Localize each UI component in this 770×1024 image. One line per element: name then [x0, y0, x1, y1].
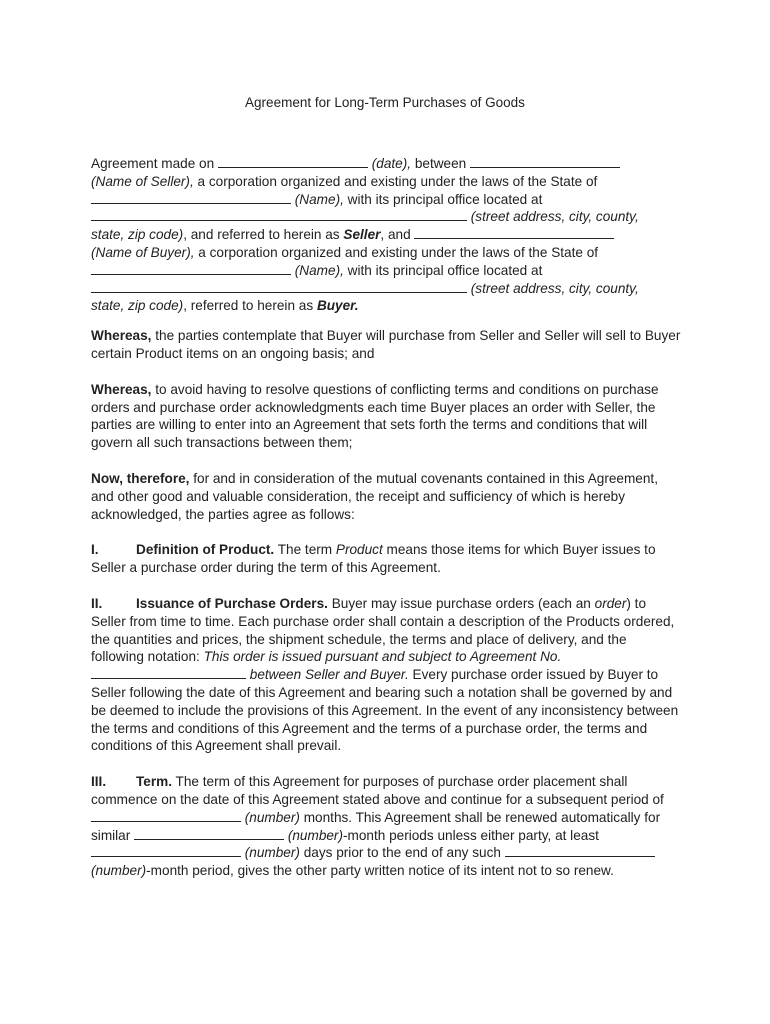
intro-name1: (Name),: [294, 191, 344, 207]
intro-line: [91, 191, 681, 209]
intro-line: [91, 155, 681, 173]
whereas2-lead: Whereas,: [91, 381, 152, 397]
intro-paragraph: [91, 155, 681, 315]
section-3-t4: days prior to the end of any such: [303, 845, 501, 861]
buyer-name-blank[interactable]: [414, 226, 614, 239]
intro-between: between: [414, 156, 467, 171]
section-2-notation2: between Seller and Buyer.: [249, 667, 409, 683]
intro-line: [91, 297, 681, 315]
intro-addr1b: state, zip code): [91, 227, 184, 243]
intro-line: [91, 244, 681, 262]
intro-corp2: a corporation organized and existing under the laws of the State of: [198, 244, 599, 260]
intro-office1: with its principal office located at: [347, 191, 543, 207]
whereas2-text: to avoid having to resolve questions of conflicting terms and conditions on purchase orders and purchase order acknowledgments each time Buyer places an order with Seller, the parties are willing to enter into an Agreement that sets forth the terms and conditions that will govern all such transactions between them;: [91, 381, 659, 451]
intro-name2: (Name),: [294, 262, 344, 278]
buyer-address-blank[interactable]: [91, 280, 467, 293]
section-2-t3: Every purchase order issued by Buyer to Seller following the date of this Agreement and bearing such a notation shall be governed by and be deemed to include the provisions of this Agreement. In the event of any inconsistency between the terms and conditions of this Agreement and the terms of a purchase order, the terms and conditions of this Agreement shall prevail.: [91, 667, 679, 754]
whereas-paragraph-2: [91, 381, 681, 452]
section-3-t1: The term of this Agreement for purposes of purchase order placement shall commence on the date of this Agreement stated above and continue for a subsequent period of: [91, 774, 664, 807]
section-1-heading: Definition of Product.: [136, 542, 275, 558]
intro-name-seller: (Name of Seller),: [91, 173, 194, 189]
notice-period-blank[interactable]: [505, 844, 655, 857]
document-title: Agreement for Long-Term Purchases of Goods: [245, 95, 525, 110]
seller-name-blank[interactable]: [470, 155, 620, 168]
intro-corp1: a corporation organized and existing under the laws of the State of: [197, 173, 598, 189]
section-2-order: order: [594, 595, 627, 611]
intro-office2: with its principal office located at: [347, 262, 543, 278]
section-2-heading: Issuance of Purchase Orders.: [136, 595, 328, 611]
section-3-n2: (number): [287, 827, 343, 843]
section-3-heading: Term.: [136, 774, 173, 790]
seller-address-blank[interactable]: [91, 208, 467, 221]
initial-period-blank[interactable]: [91, 809, 241, 822]
intro-and: , and: [380, 227, 411, 243]
now-lead: Now, therefore,: [91, 470, 190, 486]
section-3-t2: months. This Agreement shall be renewed automatically for similar: [91, 809, 661, 843]
intro-ref-buyer: , referred to herein as: [183, 298, 314, 314]
intro-addr2a: (street address, city, county,: [470, 280, 639, 296]
section-2-number: II.: [91, 595, 103, 611]
notice-days-blank[interactable]: [91, 844, 241, 857]
section-3: [91, 773, 681, 880]
seller-state-blank[interactable]: [91, 191, 291, 204]
section-3-t5: -month period, gives the other party written notice of its intent not to so renew.: [146, 863, 614, 879]
section-2-t1: Buyer may issue purchase orders (each an: [331, 595, 591, 611]
buyer-state-blank[interactable]: [91, 262, 291, 275]
section-3-n3: (number): [244, 845, 300, 861]
intro-line: [91, 226, 681, 244]
intro-name-buyer: (Name of Buyer),: [91, 244, 195, 260]
intro-addr2b: state, zip code): [91, 298, 184, 314]
now-therefore-paragraph: [91, 470, 681, 523]
section-1-t2: means those items for which Buyer issues to Seller a purchase order during the term of this Agreement.: [91, 542, 656, 576]
section-3-number: III.: [91, 774, 107, 790]
whereas1-text: the parties contemplate that Buyer will purchase from Seller and Seller will sell to Buyer certain Product items on an ongoing basis; and: [91, 328, 681, 361]
whereas-paragraph-1: [91, 327, 681, 363]
intro-line: [91, 280, 681, 298]
section-1-product: Product: [335, 542, 383, 558]
section-1-number: I.: [91, 542, 99, 558]
intro-line: [91, 173, 681, 191]
whereas1-lead: Whereas,: [91, 328, 152, 344]
section-3-t3: -month periods unless either party, at least: [343, 827, 599, 843]
intro-made-on: Agreement made on: [91, 156, 215, 171]
renewal-period-blank[interactable]: [134, 827, 284, 840]
section-2-notation1: This order is issued pursuant and subject to Agreement No.: [203, 649, 562, 665]
now-text: for and in consideration of the mutual covenants contained in this Agreement, and other good and valuable consideration, the receipt and sufficiency of which is hereby acknowledged, the parties agree as follows:: [91, 470, 658, 522]
section-2: [91, 595, 681, 755]
intro-date-label: (date),: [371, 156, 412, 171]
date-blank[interactable]: [218, 155, 368, 168]
intro-line: [91, 262, 681, 280]
intro-ref-seller: , and referred to herein as: [183, 227, 340, 243]
section-1-t1: The term: [277, 542, 333, 558]
document-body: [91, 155, 681, 880]
section-1: [91, 541, 681, 577]
intro-addr1a: (street address, city, county,: [470, 209, 639, 225]
intro-buyer: Buyer.: [316, 298, 359, 314]
agreement-number-blank[interactable]: [91, 666, 246, 679]
intro-line: [91, 208, 681, 226]
intro-seller: Seller: [343, 227, 381, 243]
section-3-n4: (number): [91, 863, 147, 879]
section-2-t2: ) to Seller from time to time. Each purchase order shall contain a description of the Products ordered, the quantities and prices, the shipment schedule, the terms and place of delivery, and the following notation:: [91, 595, 675, 665]
section-3-n1: (number): [244, 809, 300, 825]
